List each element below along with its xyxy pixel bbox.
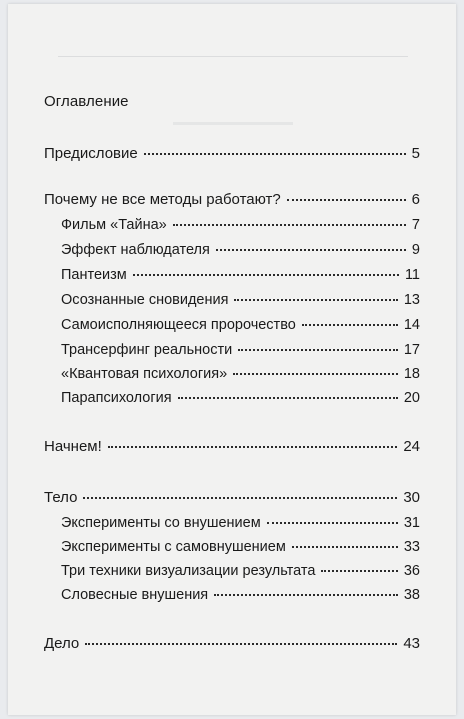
toc-subentry <box>61 562 420 580</box>
dot-leader <box>302 324 398 326</box>
toc-entry-page: 9 <box>411 242 420 258</box>
toc-subentry <box>61 514 420 532</box>
dot-leader <box>267 522 398 524</box>
bleed-through-line <box>58 56 408 63</box>
dot-leader <box>321 570 397 572</box>
toc-entry-page: 38 <box>403 587 420 603</box>
toc-entry-title: Три техники визуализации результата <box>61 563 316 579</box>
toc-entry-page: 17 <box>403 342 420 358</box>
toc-entry-title: Предисловие <box>44 145 138 162</box>
dot-leader <box>83 497 397 499</box>
toc-entry-page: 33 <box>403 539 420 555</box>
dot-leader <box>233 373 398 375</box>
bleed-through-heading <box>173 102 293 125</box>
dot-leader <box>292 546 398 548</box>
toc-entry-page: 14 <box>403 317 420 333</box>
toc-entry-title: Трансерфинг реальности <box>61 342 233 358</box>
toc-entry-title: Почему не все методы работают? <box>44 191 281 208</box>
toc-entry <box>44 489 420 507</box>
dot-leader <box>214 594 398 596</box>
dot-leader <box>178 397 398 399</box>
toc-entry-title: Эффект наблюдателя <box>61 242 210 258</box>
toc-entry <box>44 191 420 209</box>
toc-entry-page: 30 <box>403 489 420 506</box>
toc-entry-title: Фильм «Тайна» <box>61 217 167 233</box>
toc-subentry <box>61 316 420 334</box>
toc-entry-title: Эксперименты с самовнушением <box>61 539 286 555</box>
dot-leader <box>234 299 397 301</box>
toc-entry-page: 43 <box>403 635 420 652</box>
toc-entry-page: 5 <box>411 145 420 162</box>
toc-entry-title: Словесные внушения <box>61 587 209 603</box>
dot-leader <box>144 153 406 155</box>
toc-entry-page: 24 <box>403 438 420 455</box>
dot-leader <box>173 224 406 226</box>
toc-entry-page: 6 <box>411 191 420 208</box>
toc-entry-title: Пантеизм <box>61 267 127 283</box>
toc-subentry <box>61 586 420 604</box>
toc-subentry <box>61 291 420 309</box>
toc-entry <box>44 145 420 163</box>
toc-subentry <box>61 365 420 383</box>
dot-leader <box>133 274 399 276</box>
toc-entry-title: Начнем! <box>44 438 102 455</box>
toc-heading: Оглавление <box>44 93 129 110</box>
toc-entry-page: 20 <box>403 390 420 406</box>
toc-entry-page: 13 <box>403 292 420 308</box>
toc-entry-title: «Квантовая психология» <box>61 366 228 382</box>
toc-entry-page: 11 <box>404 267 420 283</box>
toc-entry-title: Осознанные сновидения <box>61 292 229 308</box>
toc-entry-title: Эксперименты со внушением <box>61 515 261 531</box>
toc-subentry <box>61 538 420 556</box>
toc-entry-title: Самоисполняющееся пророчество <box>61 317 296 333</box>
toc-entry <box>44 635 420 653</box>
toc-entry-title: Дело <box>44 635 80 652</box>
toc-entry-page: 7 <box>411 217 420 233</box>
dot-leader <box>216 249 406 251</box>
toc-subentry <box>61 266 420 284</box>
toc-entry-page: 31 <box>403 515 420 531</box>
toc-entry-page: 18 <box>403 366 420 382</box>
dot-leader <box>238 349 398 351</box>
dot-leader <box>85 643 397 645</box>
toc-entry <box>44 438 420 456</box>
dot-leader <box>287 199 406 201</box>
toc-entry-title: Тело <box>44 489 78 506</box>
toc-entry-title: Парапсихология <box>61 390 172 406</box>
toc-subentry <box>61 341 420 359</box>
book-page <box>8 4 456 715</box>
toc-subentry <box>61 241 420 259</box>
toc-entry-page: 36 <box>403 563 420 579</box>
dot-leader <box>108 446 398 448</box>
toc-subentry <box>61 216 420 234</box>
toc-subentry <box>61 389 420 407</box>
